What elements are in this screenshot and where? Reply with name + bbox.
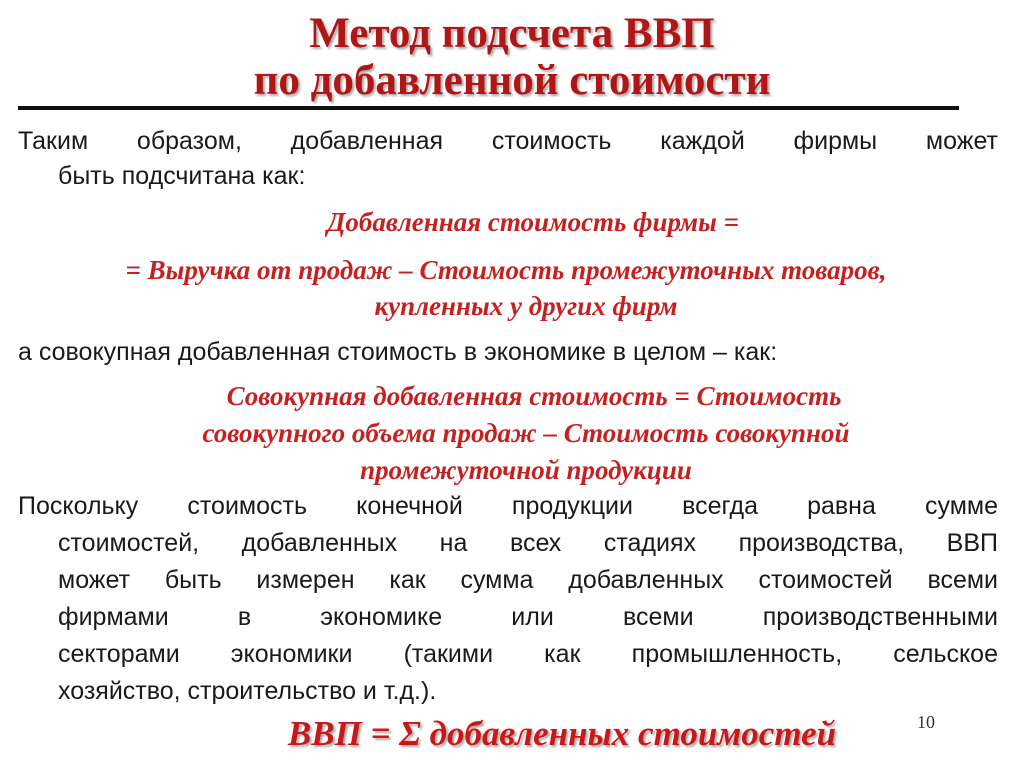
paragraph-3-line-1: Поскольку стоимость конечной продукции всегда равна сумме	[18, 492, 998, 520]
formula-2-line-1: Совокупная добавленная стоимость = Стоимость	[226, 381, 842, 411]
formula-1-line-1: Добавленная стоимость фирмы =	[326, 207, 740, 237]
title-divider	[18, 106, 959, 110]
paragraph-1-line-1: Таким образом, добавленная стоимость каждой фирмы может	[18, 127, 998, 155]
formula-1-line-3: купленных у других фирм	[374, 291, 678, 321]
paragraph-3-line-5: секторами экономики (такими как промышленность, сельское	[58, 640, 998, 668]
paragraph-3-line-6: хозяйство, строительство и т.д.).	[58, 677, 437, 705]
paragraph-2: а совокупная добавленная стоимость в экономике в целом – как:	[18, 338, 778, 366]
formula-2-line-3: промежуточной продукции	[360, 455, 692, 485]
formula-1-line-2: = Выручка от продаж – Стоимость промежуточных товаров,	[125, 255, 887, 285]
paragraph-1-line-2: быть подсчитана как:	[58, 162, 306, 190]
paragraph-3-line-3: может быть измерен как сумма добавленных стоимостей всеми	[58, 566, 998, 594]
paragraph-3-line-4: фирмами в экономике или всеми производственными	[58, 603, 998, 631]
paragraph-3-line-2: стоимостей, добавленных на всех стадиях производства, ВВП	[58, 529, 998, 557]
slide-title-line-1: Метод подсчета ВВП	[309, 10, 715, 57]
gdp-sum-formula: ВВП = Σ добавленных стоимостей	[287, 714, 837, 753]
slide-title-line-2: по добавленной стоимости	[253, 57, 771, 104]
formula-2-line-2: совокупного объема продаж – Стоимость совокупной	[202, 418, 850, 448]
page-number: 10	[917, 712, 935, 732]
